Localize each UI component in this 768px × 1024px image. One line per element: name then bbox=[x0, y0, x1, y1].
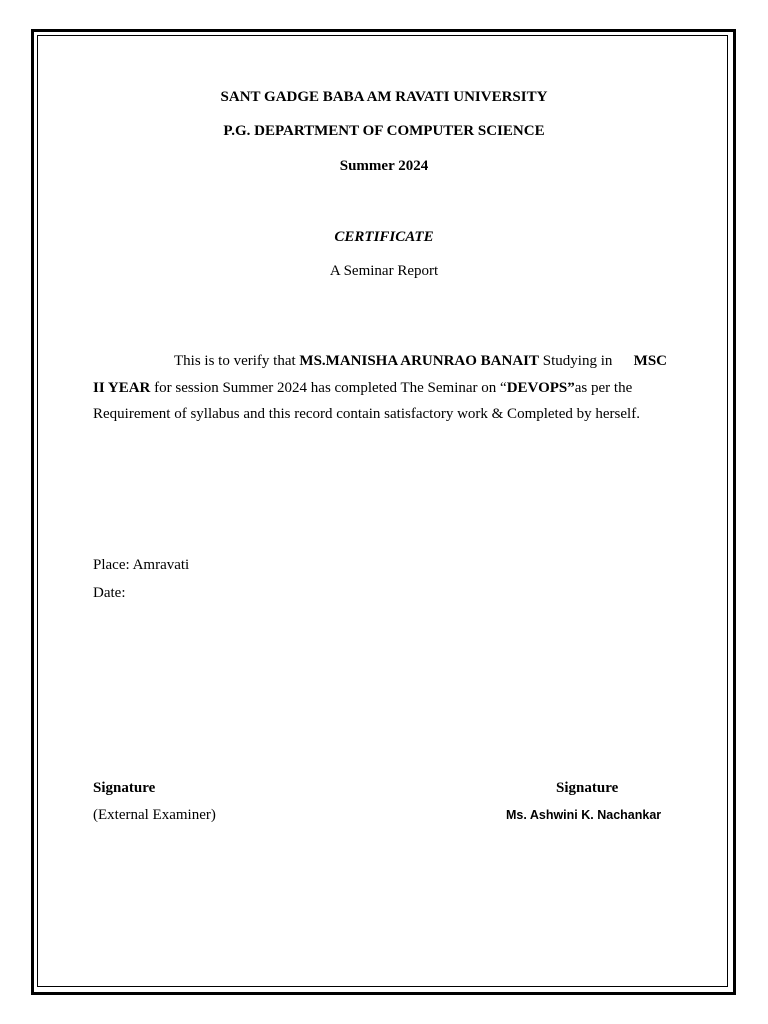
course-year: II YEAR bbox=[93, 379, 151, 396]
external-signature-label: Signature bbox=[93, 780, 156, 796]
body-text: as per the bbox=[574, 379, 633, 396]
department-name: P.G. DEPARTMENT OF COMPUTER SCIENCE bbox=[223, 123, 545, 139]
university-name: SANT GADGE BABA AM RAVATI UNIVERSITY bbox=[220, 89, 548, 105]
place-field: Place: Amravati bbox=[93, 557, 190, 573]
report-subtitle: A Seminar Report bbox=[329, 263, 439, 279]
certificate-body bbox=[93, 348, 667, 428]
body-text: This is to verify that bbox=[174, 353, 300, 369]
guide-signature-label: Signature bbox=[556, 780, 619, 796]
body-line-1-left bbox=[93, 348, 612, 375]
date-field: Date: bbox=[93, 585, 126, 601]
body-text: Studying in bbox=[539, 353, 613, 369]
certificate-title: CERTIFICATE bbox=[334, 229, 434, 245]
body-text: for session Summer 2024 has completed The Seminar on “ bbox=[150, 379, 507, 396]
session-label: Summer 2024 bbox=[339, 158, 429, 174]
student-name: MS.MANISHA ARUNRAO BANAIT bbox=[299, 353, 540, 369]
body-line-3: Requirement of syllabus and this record contain satisfactory work & Completed by herself. bbox=[93, 406, 640, 422]
guide-name: Ms. Ashwini K. Nachankar bbox=[506, 808, 662, 822]
seminar-topic: DEVOPS” bbox=[506, 379, 575, 396]
body-line-1 bbox=[93, 348, 667, 375]
external-examiner-role: (External Examiner) bbox=[93, 807, 216, 823]
body-line-2 bbox=[93, 375, 667, 402]
course-name: MSC bbox=[633, 353, 667, 369]
page-border-inner bbox=[37, 35, 728, 987]
